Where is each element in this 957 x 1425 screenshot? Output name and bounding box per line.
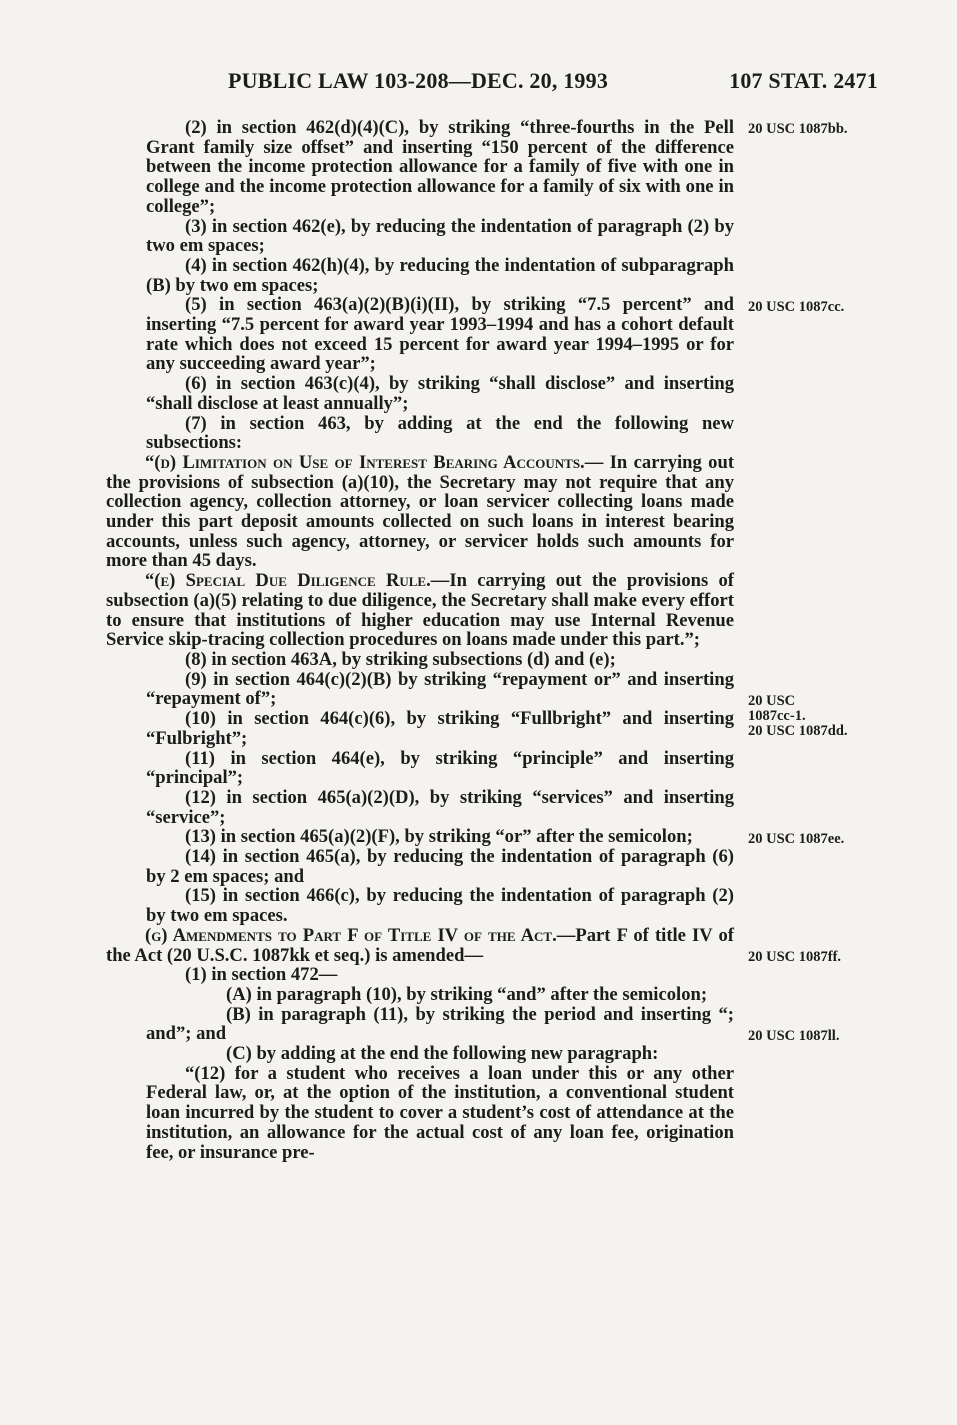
statute-body bbox=[106, 118, 734, 1162]
margin-note-1087ff: 20 USC 1087ff. bbox=[748, 949, 842, 965]
paragraph-11: (11) in section 464(e), by striking “principle” and inserting “principal”; bbox=[146, 747, 734, 789]
margin-note-1087cc: 20 USC 1087cc. bbox=[748, 299, 845, 315]
paragraph-2: (2) in section 462(d)(4)(C), by striking “three-fourths in the Pell Grant family size offset” and inserting “150 percent of the difference between the income protection allowance for a family of five with one in college and the income protection allowance for a family of six with one in college”; bbox=[146, 117, 734, 217]
margin-note-1087bb: 20 USC 1087bb. bbox=[748, 121, 848, 137]
margin-note-1087dd: 20 USC 1087dd. bbox=[748, 723, 848, 739]
paragraph-10: (10) in section 464(c)(6), by striking “Fullbright” and inserting “Fulbright”; bbox=[146, 708, 734, 749]
subsection-e-body: —In carrying out the provisions of subsection (a)(5) relating to due diligence, the Secretary shall make every effort to ensure that institutions of higher education may use Internal Revenue Service skip-tracing collection procedures on loans made under this part.”; bbox=[106, 570, 734, 651]
g-subparagraph-a: (A) in paragraph (10), by striking “and” after the semicolon; bbox=[226, 983, 708, 1005]
subsection-d bbox=[106, 453, 734, 571]
header-public-law: PUBLIC LAW 103-208—DEC. 20, 1993 bbox=[228, 68, 609, 93]
paragraph-5: (5) in section 463(a)(2)(B)(i)(II), by striking “7.5 percent” and inserting “7.5 percent for award year 1993–1994 and has a cohort default rate which does not exceed 15 percent for award year 1994–1995 or for any succeeding award year”; bbox=[146, 294, 734, 375]
paragraph-12: (12) in section 465(a)(2)(D), by striking “services” and inserting “service”; bbox=[146, 786, 734, 828]
paragraph-14: (14) in section 465(a), by reducing the indentation of paragraph (6) by 2 em spaces; and bbox=[146, 846, 734, 887]
header-stat-page: 107 STAT. 2471 bbox=[729, 68, 878, 93]
subsection-d-heading: “(d) Limitation on Use of Interest Bearing Accounts.— bbox=[145, 451, 604, 473]
paragraph-9: (9) in section 464(c)(2)(B) by striking “repayment or” and inserting “repayment of”; bbox=[146, 668, 734, 710]
subsection-e bbox=[106, 571, 734, 650]
subsection-g-body: —Part F of title IV of the Act (20 U.S.C. 1087kk et seq.) is amended— bbox=[106, 924, 734, 966]
new-paragraph-12: “(12) for a student who receives a loan under this or any other Federal law, or, at the option of the institution, a conventional student loan incurred by the student to cover a student’s cost of attendance at the institution, an allowance for the actual cost of any loan fee, origination fee, or insurance pre- bbox=[146, 1062, 734, 1163]
paragraph-13: (13) in section 465(a)(2)(F), by striking “or” after the semicolon; bbox=[185, 826, 693, 848]
subsection-g bbox=[106, 926, 734, 965]
page-header bbox=[228, 68, 878, 102]
g-subparagraph-c: (C) by adding at the end the following new paragraph: bbox=[226, 1043, 659, 1065]
paragraph-6: (6) in section 463(c)(4), by striking “shall disclose” and inserting “shall disclose at least annually”; bbox=[146, 373, 734, 414]
paragraph-15: (15) in section 466(c), by reducing the indentation of paragraph (2) by two em spaces. bbox=[146, 885, 734, 927]
subsection-g-heading: (g) Amendments to Part F of Title IV of the Act. bbox=[145, 924, 557, 946]
margin-note-usc: 20 USC bbox=[748, 693, 796, 709]
paragraph-8: (8) in section 463A, by striking subsections (d) and (e); bbox=[185, 648, 616, 670]
subsection-d-body: In carrying out the provisions of subsection (a)(10), the Secretary may not require that any collection agency, collection attorney, or loan servicer collecting loans made under this part deposit amounts collected on such loans in interest bearing accounts, unless such agency, attorney, or servicer holds such amounts for more than 45 days. bbox=[106, 451, 735, 572]
margin-note-1087ll: 20 USC 1087ll. bbox=[748, 1028, 840, 1044]
margin-note-1087cc-1: 1087cc-1. bbox=[748, 708, 806, 724]
paragraph-3: (3) in section 462(e), by reducing the indentation of paragraph (2) by two em spaces; bbox=[146, 215, 734, 257]
paragraph-4: (4) in section 462(h)(4), by reducing the indentation of subparagraph (B) by two em spaces; bbox=[146, 254, 734, 296]
subsection-e-heading: “(e) Special Due Diligence Rule. bbox=[145, 570, 431, 592]
margin-note-1087ee: 20 USC 1087ee. bbox=[748, 831, 845, 847]
g-subparagraph-b: (B) in paragraph (11), by striking the period and inserting “; and”; and bbox=[146, 1003, 734, 1045]
paragraph-7: (7) in section 463, by adding at the end the following new subsections: bbox=[146, 412, 734, 454]
g-paragraph-1: (1) in section 472— bbox=[185, 964, 338, 986]
